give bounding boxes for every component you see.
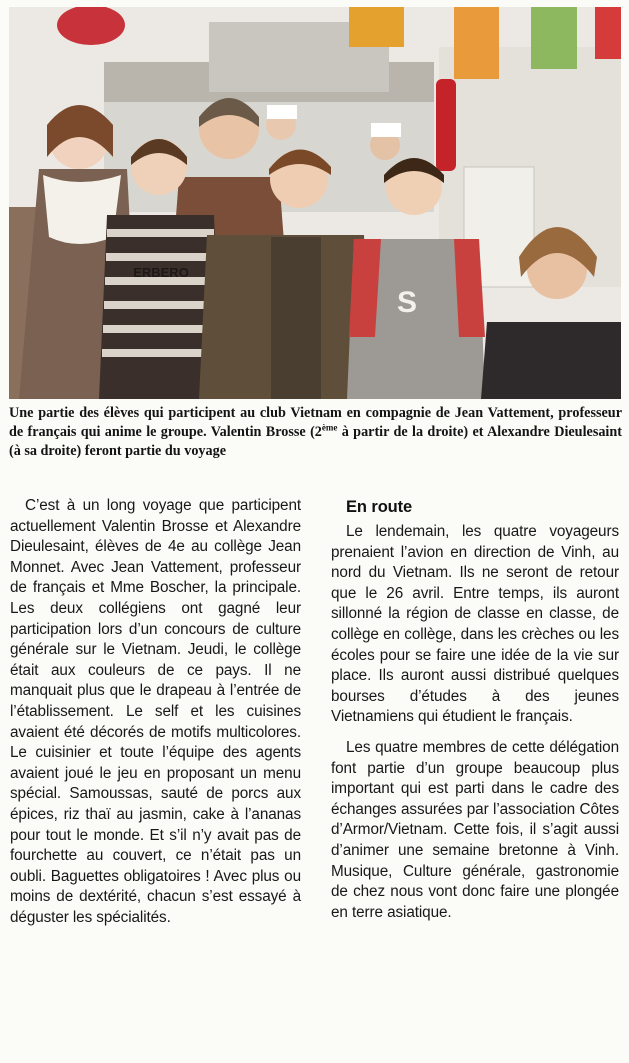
sweater-print: ERBERO — [133, 265, 189, 280]
article-column-left — [10, 496, 301, 928]
article-paragraph: Les quatre membres de cette délégation font partie d’un groupe beaucoup plus important qui est parti dans le cadre des échanges assurées par l’association Côtes d’Armor/Vietnam. Cette fois, il s’agit aussi d’animer une semaine bretonne à Vinh. Musique, Culture générale, gastronomie de chez nous vont donc faire une plongée en terre asiatique. — [331, 738, 619, 921]
group-photo — [9, 7, 621, 399]
caption-text-end: à partir de la droite) et Alexandre Dieulesaint (à sa droite) feront partie du voyage — [9, 424, 622, 460]
section-heading: En route — [346, 498, 413, 516]
caption-superscript: ème — [321, 422, 338, 433]
article-column-right — [331, 496, 619, 923]
caption-text-start: Une partie des élèves qui participent au club Vietnam en compagnie de Jean Vattement, professeur de français qui anime le groupe. Valentin Brosse (2 — [9, 405, 622, 441]
article-paragraph: Le lendemain, les quatre voyageurs prenaient l’avion en direction de Vinh, au nord du Vietnam. Ils ne seront de retour que le 26 avril. Entre temps, ils auront sillonné la région de classe en classe, de collège en collège, dans les crèches ou les écoles pour se faire une idée de la vie sur place. Ils auront aussi distribué quelques bourses d’études à des jeunes Vietnamiens qui étudient le français. — [331, 523, 619, 726]
photo-caption — [9, 404, 622, 462]
group-photo-illustration — [9, 7, 621, 399]
shirt-print: S — [396, 286, 418, 319]
article-paragraph: C’est à un long voyage que participent actuellement Valentin Brosse et Alexandre Dieulesaint, élèves de 4e au collège Jean Monnet. Avec Jean Vattement, professeur de français et Mme Boscher, la principale. Les deux collégiens ont gagné leur participation lors d’un concours de culture générale sur le Vietnam. Jeudi, le collège était aux couleurs de ce pays. Il ne manquait plus que le drapeau à l’entrée de l’établissement. Le self et les cuisines avaient été décorés de motifs multicolores. Le cuisinier et toute l’équipe des agents avaient joué le jeu en proposant un menu spécial. Samoussas, sauté de porcs aux épices, riz thaï au jasmin, cake à l’ananas pour tout le monde. Et s’il n’y avait pas de fourchette au couvert, ce n’était pas un oubli. Baguettes obligatoires ! Avec plus ou moins de dextérité, chacun s’est essayé à déguster les spécialités. — [10, 497, 301, 926]
